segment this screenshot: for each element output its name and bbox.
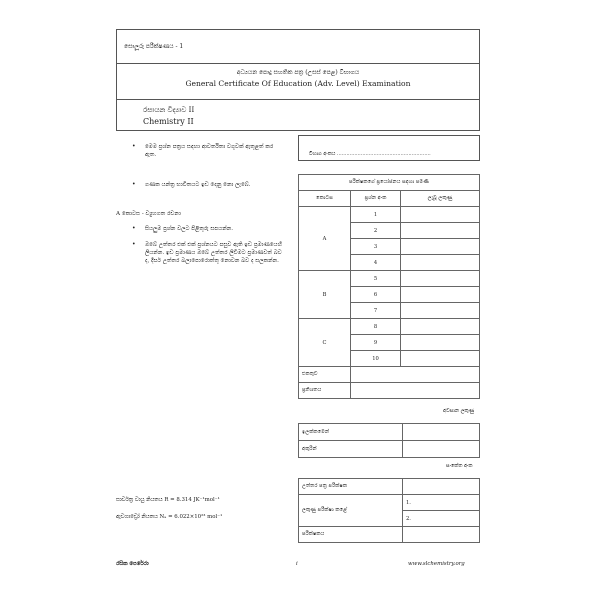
code-numbers-caption: සංකේත අංක bbox=[446, 463, 473, 469]
marks-cell[interactable] bbox=[401, 287, 480, 303]
exam-title-si: අධ්‍යයන පොදු සහතික පත්‍ර (උසස් පෙළ) විභාගය bbox=[236, 69, 360, 76]
instruction-answer-all: • සියලුම ප්‍රශ්න වලට පිළිතුරු සපයන්න. bbox=[145, 225, 280, 233]
question-number: 4 bbox=[351, 255, 401, 271]
subject-si: රසායන විද්‍යාව II bbox=[143, 106, 195, 114]
marks-cell[interactable] bbox=[401, 223, 480, 239]
col-marks: ලැබූ ලකුණු bbox=[401, 191, 480, 207]
subject-en: Chemistry II bbox=[143, 117, 194, 126]
subject bbox=[117, 100, 479, 126]
marks-cell[interactable] bbox=[401, 255, 480, 271]
answer-script-examiner-cell[interactable] bbox=[403, 479, 480, 495]
question-number: 6 bbox=[351, 287, 401, 303]
instruction-periodic-table: • මෙම ප්‍රශ්න පත්‍රය සඳහා ආවර්තිතා වගුවක් ඇතුළත් කර ඇත. bbox=[145, 143, 280, 159]
section-a-title: A කොටස - ව්‍යුහගත රචනා bbox=[116, 211, 181, 217]
paper-header bbox=[116, 29, 480, 131]
instruction-answer-space: • ඔබේ උත්තර එක් එක් ප්‍රශ්නයට පසුව ඇති ඉඩ ප්‍රමාණයෙහි ලියන්න. ඉඩ ප්‍රමාණය ඔබේ උත්තර ලිවීමට ප්‍රමාණවත් බව ද, දීර්ඝ උත්තර බලාපොරොත්තු නොවන බව ද සලකන්න. bbox=[145, 241, 285, 265]
marks-cell[interactable] bbox=[401, 239, 480, 255]
col-part: කොටස bbox=[299, 191, 351, 207]
question-number: 1 bbox=[351, 207, 401, 223]
col-question: ප්‍රශ්න අංක bbox=[351, 191, 401, 207]
footer-author: රසික පෙරේරා bbox=[116, 561, 149, 567]
examiner-table bbox=[298, 174, 480, 399]
exam-title bbox=[117, 69, 479, 100]
question-number: 3 bbox=[351, 239, 401, 255]
percent-label: ප්‍රතිශතය bbox=[299, 383, 351, 399]
avogadro-constant: ඇවගාඩ්‍රෝ නියතය Nₐ = 6.022×10²³ mol⁻¹ bbox=[116, 514, 223, 520]
marks-cell[interactable] bbox=[401, 335, 480, 351]
percent-cell[interactable] bbox=[351, 383, 480, 399]
part-b: B bbox=[299, 271, 351, 319]
answer-script-examiner-label: උත්තර පත්‍ර පරීක්ෂක bbox=[299, 479, 403, 495]
final-marks-digits-label: ඉලක්කමෙන් bbox=[299, 424, 403, 441]
marks-cell[interactable] bbox=[401, 207, 480, 223]
marks-cell[interactable] bbox=[401, 319, 480, 335]
total-cell[interactable] bbox=[351, 367, 480, 383]
code-numbers-table bbox=[298, 478, 480, 543]
question-number: 5 bbox=[351, 271, 401, 287]
marks-cell[interactable] bbox=[401, 271, 480, 287]
marks-cell[interactable] bbox=[401, 303, 480, 319]
final-marks-words-cell[interactable] bbox=[403, 441, 480, 458]
part-c: C bbox=[299, 319, 351, 367]
final-marks-caption: අවසාන ලකුණු bbox=[443, 408, 475, 414]
instruction-calculators: • ගණක යන්ත්‍ර භාවිතයට ඉඩ දෙනු නො ලැබේ. bbox=[145, 181, 285, 189]
total-label: එකතුව bbox=[299, 367, 351, 383]
marks-checked-1[interactable]: 1. bbox=[403, 495, 480, 511]
question-number: 9 bbox=[351, 335, 401, 351]
final-marks-words-label: අකුරින් bbox=[299, 441, 403, 458]
marks-cell[interactable] bbox=[401, 351, 480, 367]
examiner-table-title: පරීක්ෂකගේ ප්‍රයෝජනය සඳහා පමණි bbox=[299, 175, 480, 191]
index-number-label: විභාග අංකය ........................................................... bbox=[309, 151, 431, 157]
question-number: 10 bbox=[351, 351, 401, 367]
exam-title-en: General Certificate Of Education (Adv. Level) Examination bbox=[185, 79, 411, 88]
supervisor-label: පරීක්ෂකය bbox=[299, 527, 403, 543]
footer-page-number: i bbox=[296, 561, 298, 567]
final-marks-table bbox=[298, 423, 480, 458]
question-number: 8 bbox=[351, 319, 401, 335]
paper-code: සොලූරු පරීක්ෂණය - 1 bbox=[117, 30, 479, 64]
index-number-box[interactable] bbox=[298, 135, 480, 161]
marks-checked-label: ලකුණු පරීක්ෂා කළේ bbox=[299, 495, 403, 527]
gas-constant: සාර්වත්‍ර වායු නියතය R = 8.314 JK⁻¹mol⁻¹ bbox=[116, 497, 220, 503]
part-a: A bbox=[299, 207, 351, 271]
question-number: 2 bbox=[351, 223, 401, 239]
final-marks-digits-cell[interactable] bbox=[403, 424, 480, 441]
question-number: 7 bbox=[351, 303, 401, 319]
supervisor-cell[interactable] bbox=[403, 527, 480, 543]
footer-url[interactable]: www.slchemistry.org bbox=[408, 561, 465, 567]
marks-checked-2[interactable]: 2. bbox=[403, 511, 480, 527]
